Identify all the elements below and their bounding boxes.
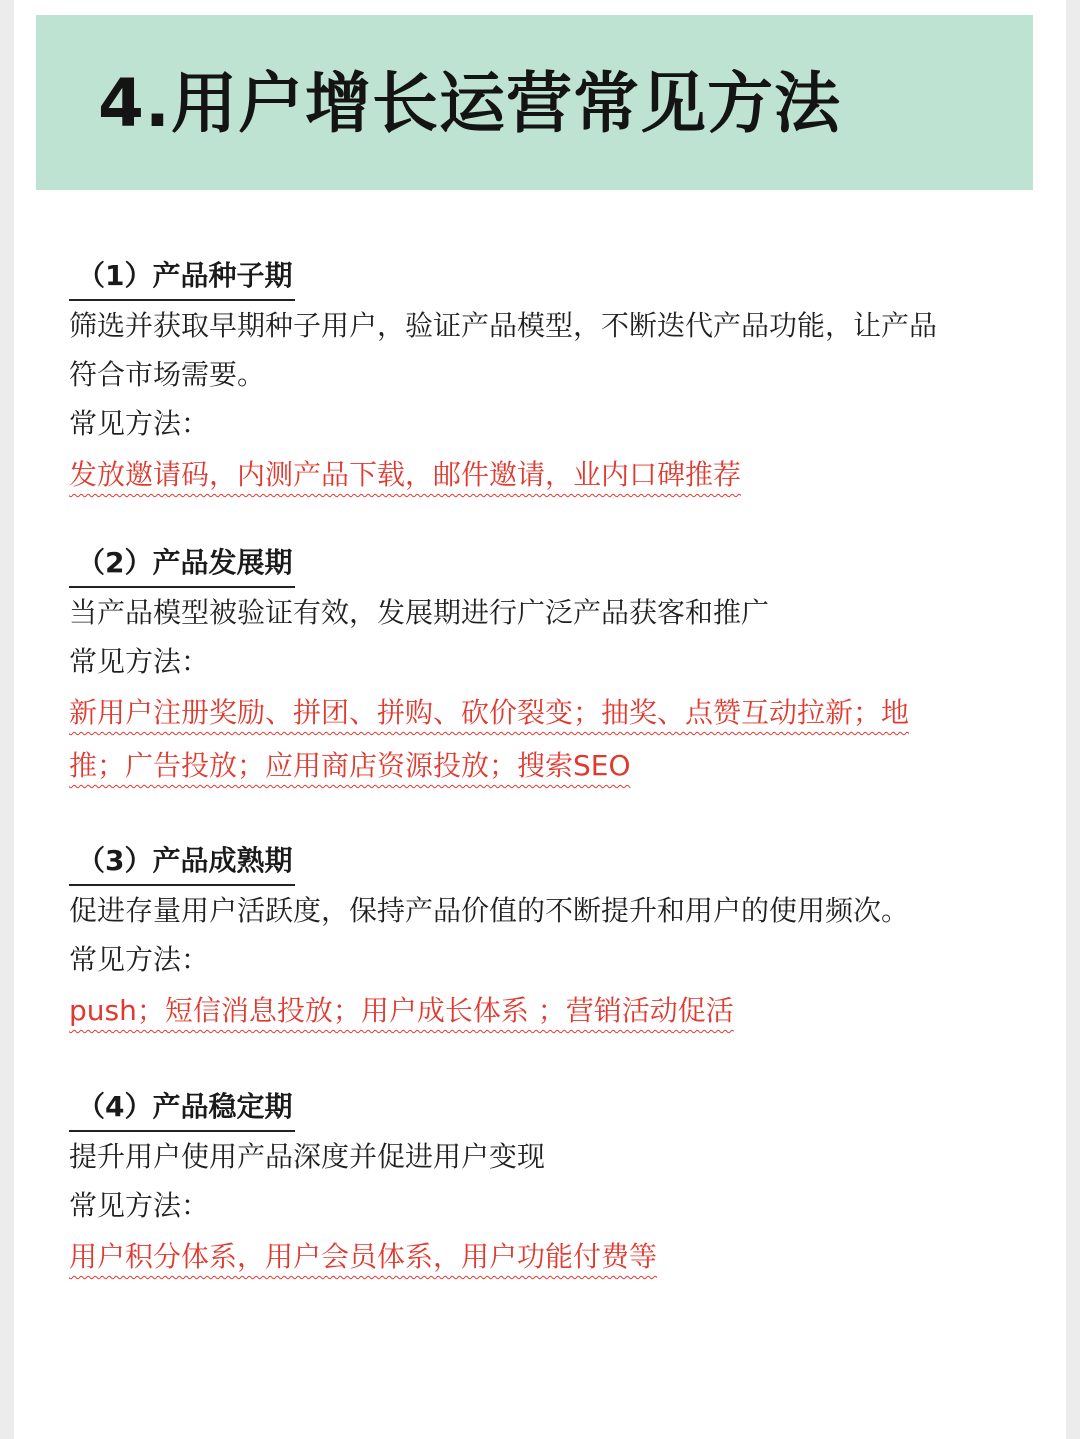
description-line: 符合市场需要。 xyxy=(69,358,266,391)
methods-line: 用户积分体系，用户会员体系，用户功能付费等 xyxy=(69,1240,658,1273)
methods-label: 常见方法： xyxy=(69,645,210,678)
methods-line: push；短信消息投放；用户成长体系 ；营销活动促活 xyxy=(69,994,734,1027)
methods-line: 新用户注册奖励、拼团、拼购、砍价裂变；抽奖、点赞互动拉新；地 xyxy=(69,696,910,729)
section-heading: （3）产品成熟期 xyxy=(69,842,295,886)
section-heading: （1）产品种子期 xyxy=(69,257,295,301)
section-growth-stage xyxy=(69,544,1029,792)
description-line: 当产品模型被验证有效，发展期进行广泛产品获客和推广 xyxy=(69,596,770,629)
methods-list xyxy=(69,686,1029,792)
description-line: 提升用户使用产品深度并促进用户变现 xyxy=(69,1140,546,1173)
methods-line: 推；广告投放；应用商店资源投放；搜索SEO xyxy=(69,749,631,782)
description-line: 筛选并获取早期种子用户，验证产品模型，不断迭代产品功能，让产品 xyxy=(69,309,938,342)
document-page xyxy=(14,0,1066,1439)
page-title: 4.用户增长运营常见方法 xyxy=(98,65,841,142)
description-line: 促进存量用户活跃度，保持产品价值的不断提升和用户的使用频次。 xyxy=(69,894,910,927)
methods-list xyxy=(69,984,1029,1037)
methods-list xyxy=(69,448,1029,501)
methods-line: 发放邀请码，内测产品下载，邮件邀请，业内口碑推荐 xyxy=(69,458,742,491)
section-heading: （4）产品稳定期 xyxy=(69,1088,295,1132)
methods-label: 常见方法： xyxy=(69,1189,210,1222)
methods-label: 常见方法： xyxy=(69,407,210,440)
methods-label: 常见方法： xyxy=(69,943,210,976)
section-heading: （2）产品发展期 xyxy=(69,544,295,588)
section-seed-stage xyxy=(69,257,1029,501)
section-stable-stage xyxy=(69,1088,1029,1283)
methods-list xyxy=(69,1230,1029,1283)
title-banner xyxy=(36,15,1033,190)
section-mature-stage xyxy=(69,842,1029,1037)
